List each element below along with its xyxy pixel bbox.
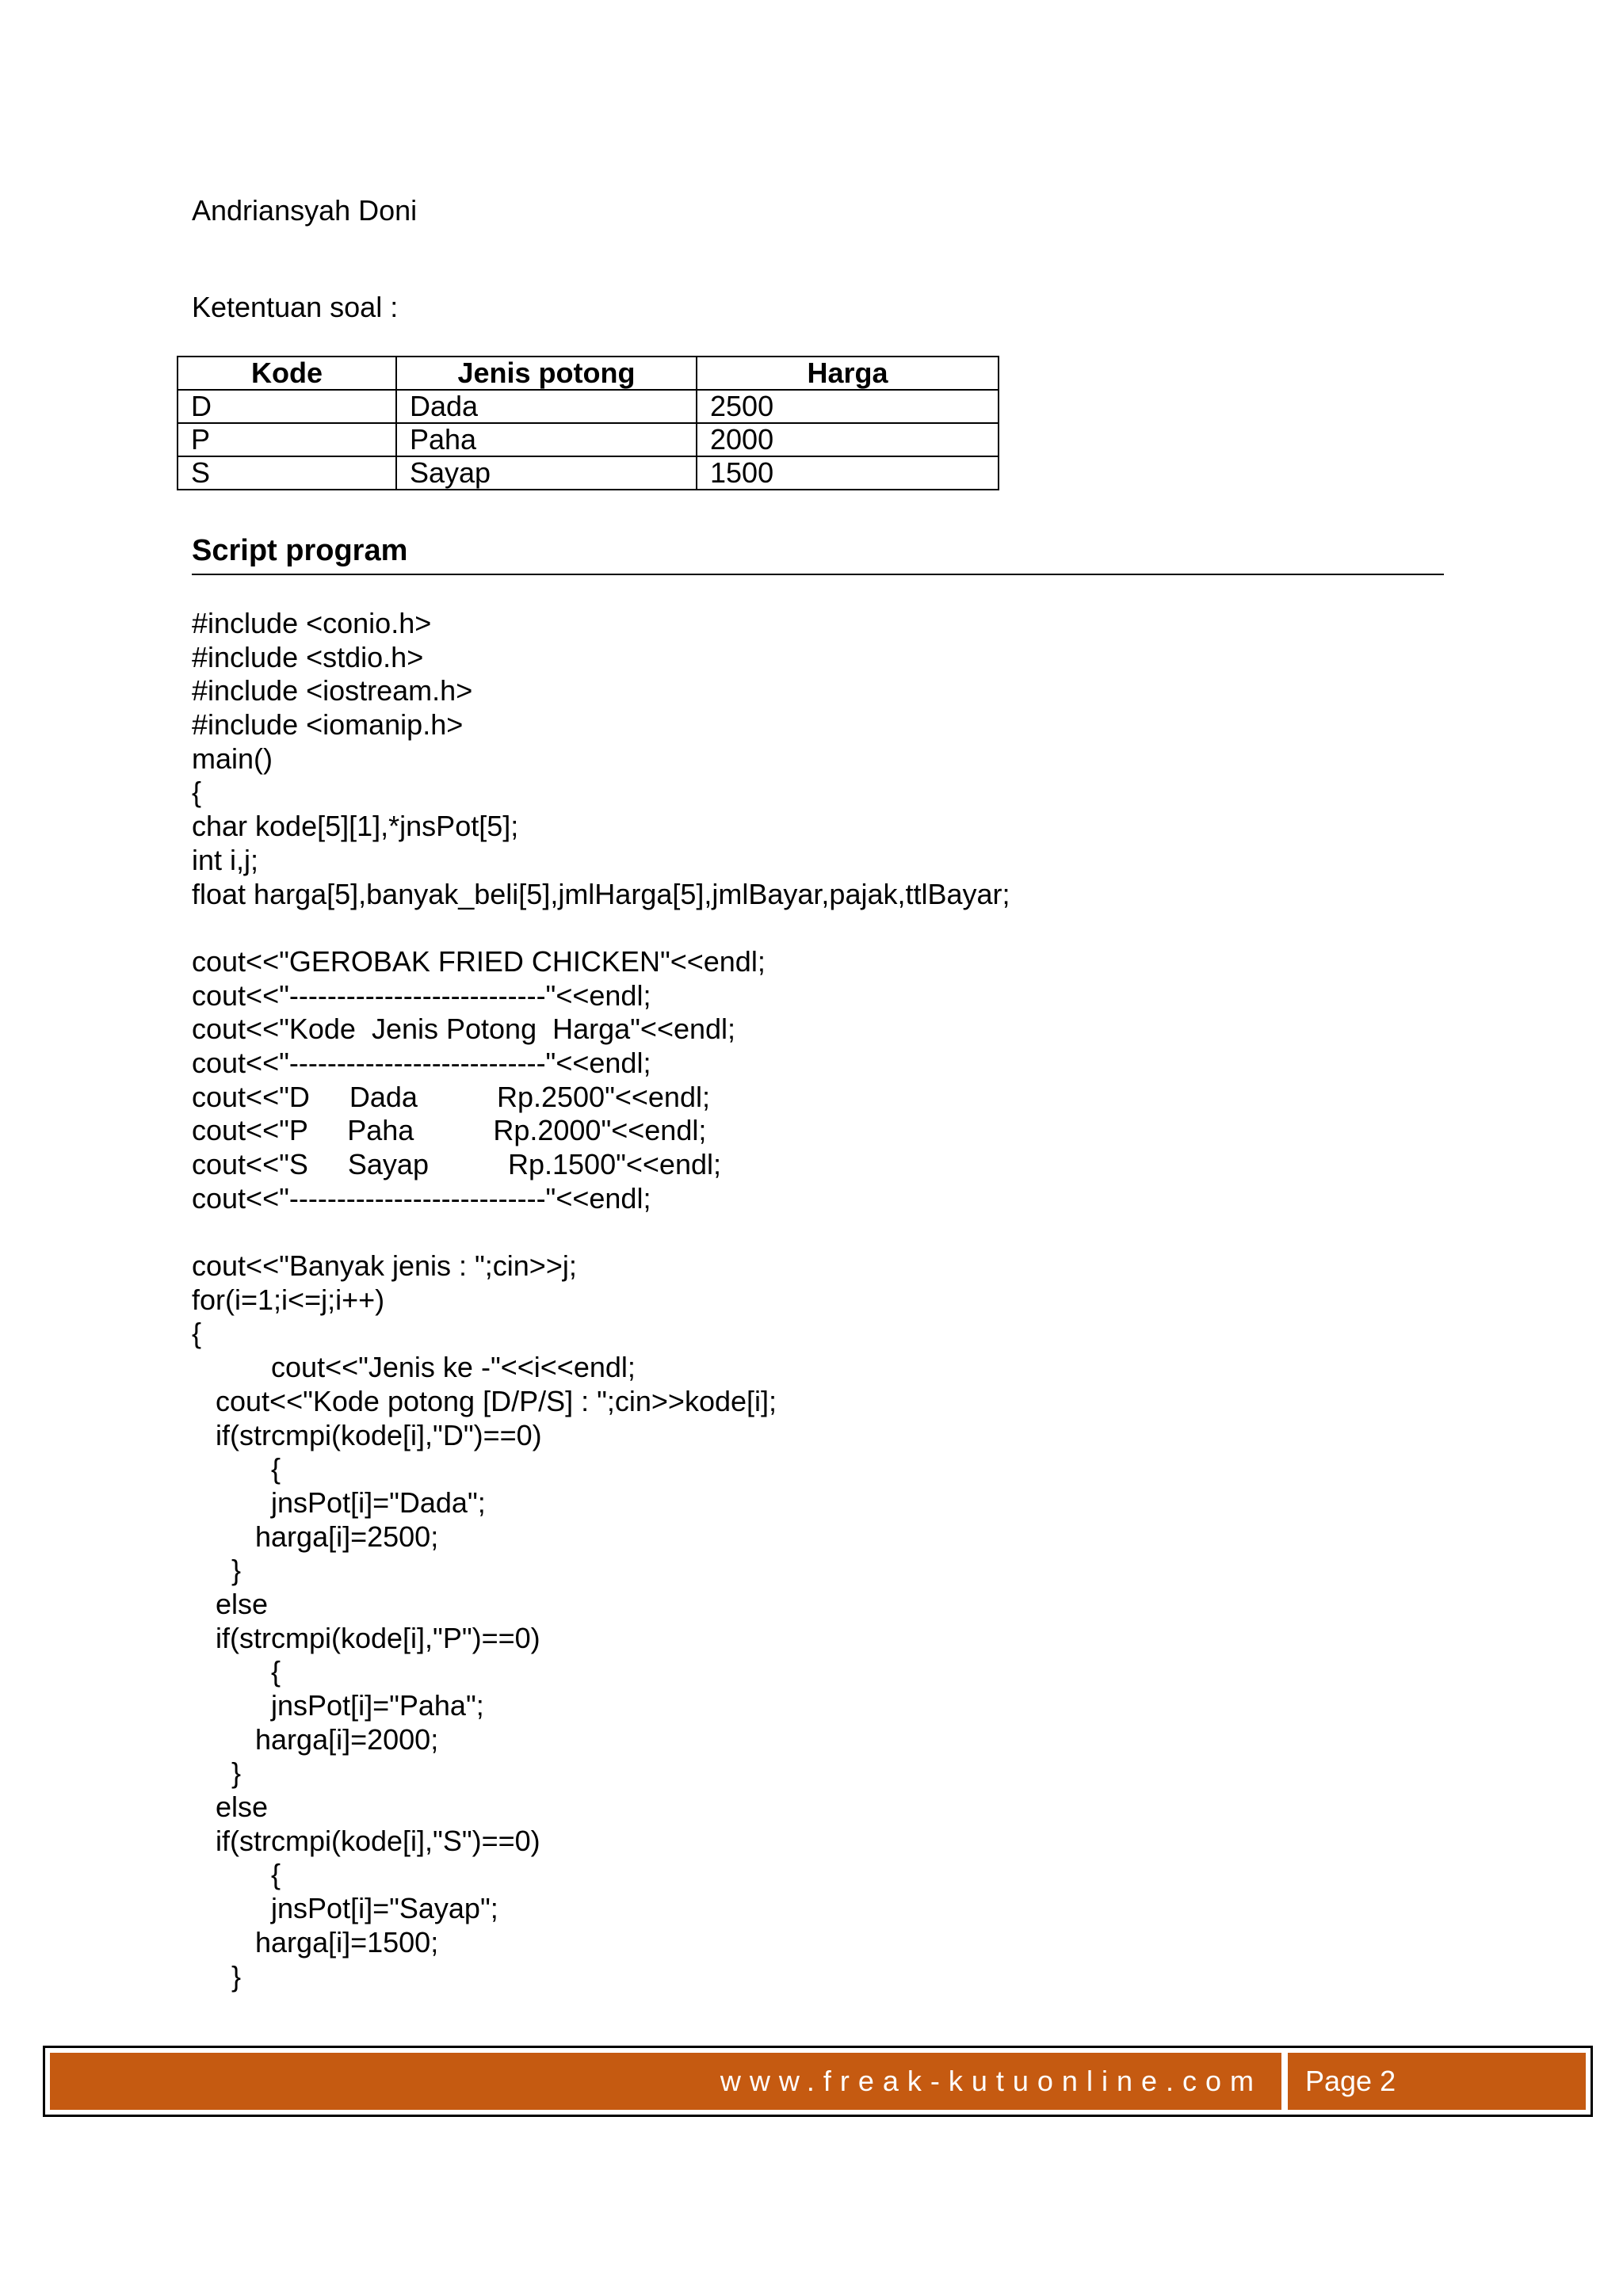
table-row	[178, 423, 999, 456]
code-line: harga[i]=1500;	[192, 1925, 439, 1958]
code-line: {	[192, 1452, 281, 1486]
table-row	[178, 456, 999, 490]
code-line: cout<<"D Dada Rp.2500"<<endl;	[192, 1080, 710, 1113]
code-line: cout<<"---------------------------"<<endl;	[192, 1046, 651, 1079]
page-footer	[43, 2046, 1593, 2117]
code-line: {	[192, 776, 202, 809]
code-line: #include <conio.h>	[192, 607, 432, 639]
cell-kode: D	[178, 390, 396, 423]
code-line: harga[i]=2500;	[192, 1520, 439, 1553]
code-listing	[192, 607, 1460, 1993]
code-line	[192, 911, 1460, 945]
code-line: cout<<"Kode Jenis Potong Harga"<<endl;	[192, 1013, 736, 1046]
page-number: Page 2	[1288, 2053, 1586, 2110]
code-line: cout<<"GEROBAK FRIED CHICKEN"<<endl;	[192, 944, 766, 978]
table-header-row	[178, 357, 999, 390]
code-line: if(strcmpi(kode[i],"D")==0)	[192, 1418, 542, 1451]
code-line: if(strcmpi(kode[i],"S")==0)	[192, 1824, 540, 1857]
code-line: {	[192, 1858, 281, 1891]
code-line: cout<<"---------------------------"<<endl;	[192, 978, 651, 1012]
section-title: Script program	[192, 532, 1444, 575]
header-harga: Harga	[697, 357, 999, 390]
author-name: Andriansyah Doni	[192, 194, 418, 227]
code-line: char kode[5][1],*jnsPot[5];	[192, 810, 519, 843]
code-line: main()	[192, 742, 273, 775]
cell-kode: P	[178, 423, 396, 456]
code-line: cout<<"Kode potong [D/P/S] : ";cin>>kode[i];	[192, 1384, 777, 1417]
code-line: }	[192, 1756, 242, 1790]
cell-harga: 2500	[697, 390, 999, 423]
code-line: else	[192, 1791, 269, 1824]
code-line: if(strcmpi(kode[i],"P")==0)	[192, 1621, 540, 1654]
footer-website: www.freak-kutuonline.com	[50, 2053, 1281, 2110]
code-line: jnsPot[i]="Sayap";	[192, 1892, 498, 1925]
code-line: jnsPot[i]="Dada";	[192, 1486, 486, 1519]
header-jenis-potong: Jenis potong	[396, 357, 697, 390]
cell-harga: 1500	[697, 456, 999, 490]
cell-jenis: Sayap	[396, 456, 697, 490]
cell-jenis: Paha	[396, 423, 697, 456]
price-table	[177, 356, 999, 490]
header-kode: Kode	[178, 357, 396, 390]
code-line: {	[192, 1655, 281, 1688]
code-line: else	[192, 1587, 269, 1620]
footer-bar	[50, 2053, 1586, 2110]
problem-heading: Ketentuan soal :	[192, 291, 399, 323]
code-line: #include <stdio.h>	[192, 640, 424, 673]
cell-jenis: Dada	[396, 390, 697, 423]
code-line: int i,j;	[192, 843, 259, 876]
code-line: cout<<"P Paha Rp.2000"<<endl;	[192, 1114, 707, 1147]
code-line: float harga[5],banyak_beli[5],jmlHarga[5],jmlBayar,pajak,ttlBayar;	[192, 877, 1010, 910]
table-row	[178, 390, 999, 423]
code-line: cout<<"---------------------------"<<endl;	[192, 1181, 651, 1215]
code-line	[192, 1215, 1460, 1249]
footer-divider	[1281, 2053, 1288, 2110]
cell-harga: 2000	[697, 423, 999, 456]
code-line: for(i=1;i<=j;i++)	[192, 1283, 385, 1316]
code-line: cout<<"Jenis ke -"<<i<<endl;	[192, 1351, 636, 1384]
code-line: #include <iostream.h>	[192, 674, 473, 707]
code-line: }	[192, 1959, 242, 1993]
code-line: {	[192, 1317, 202, 1350]
code-line: #include <iomanip.h>	[192, 708, 464, 742]
code-line: cout<<"Banyak jenis : ";cin>>j;	[192, 1249, 577, 1283]
code-line: }	[192, 1554, 242, 1587]
code-line: jnsPot[i]="Paha";	[192, 1689, 484, 1722]
code-line: harga[i]=2000;	[192, 1722, 439, 1756]
cell-kode: S	[178, 456, 396, 490]
code-line: cout<<"S Sayap Rp.1500"<<endl;	[192, 1148, 721, 1180]
